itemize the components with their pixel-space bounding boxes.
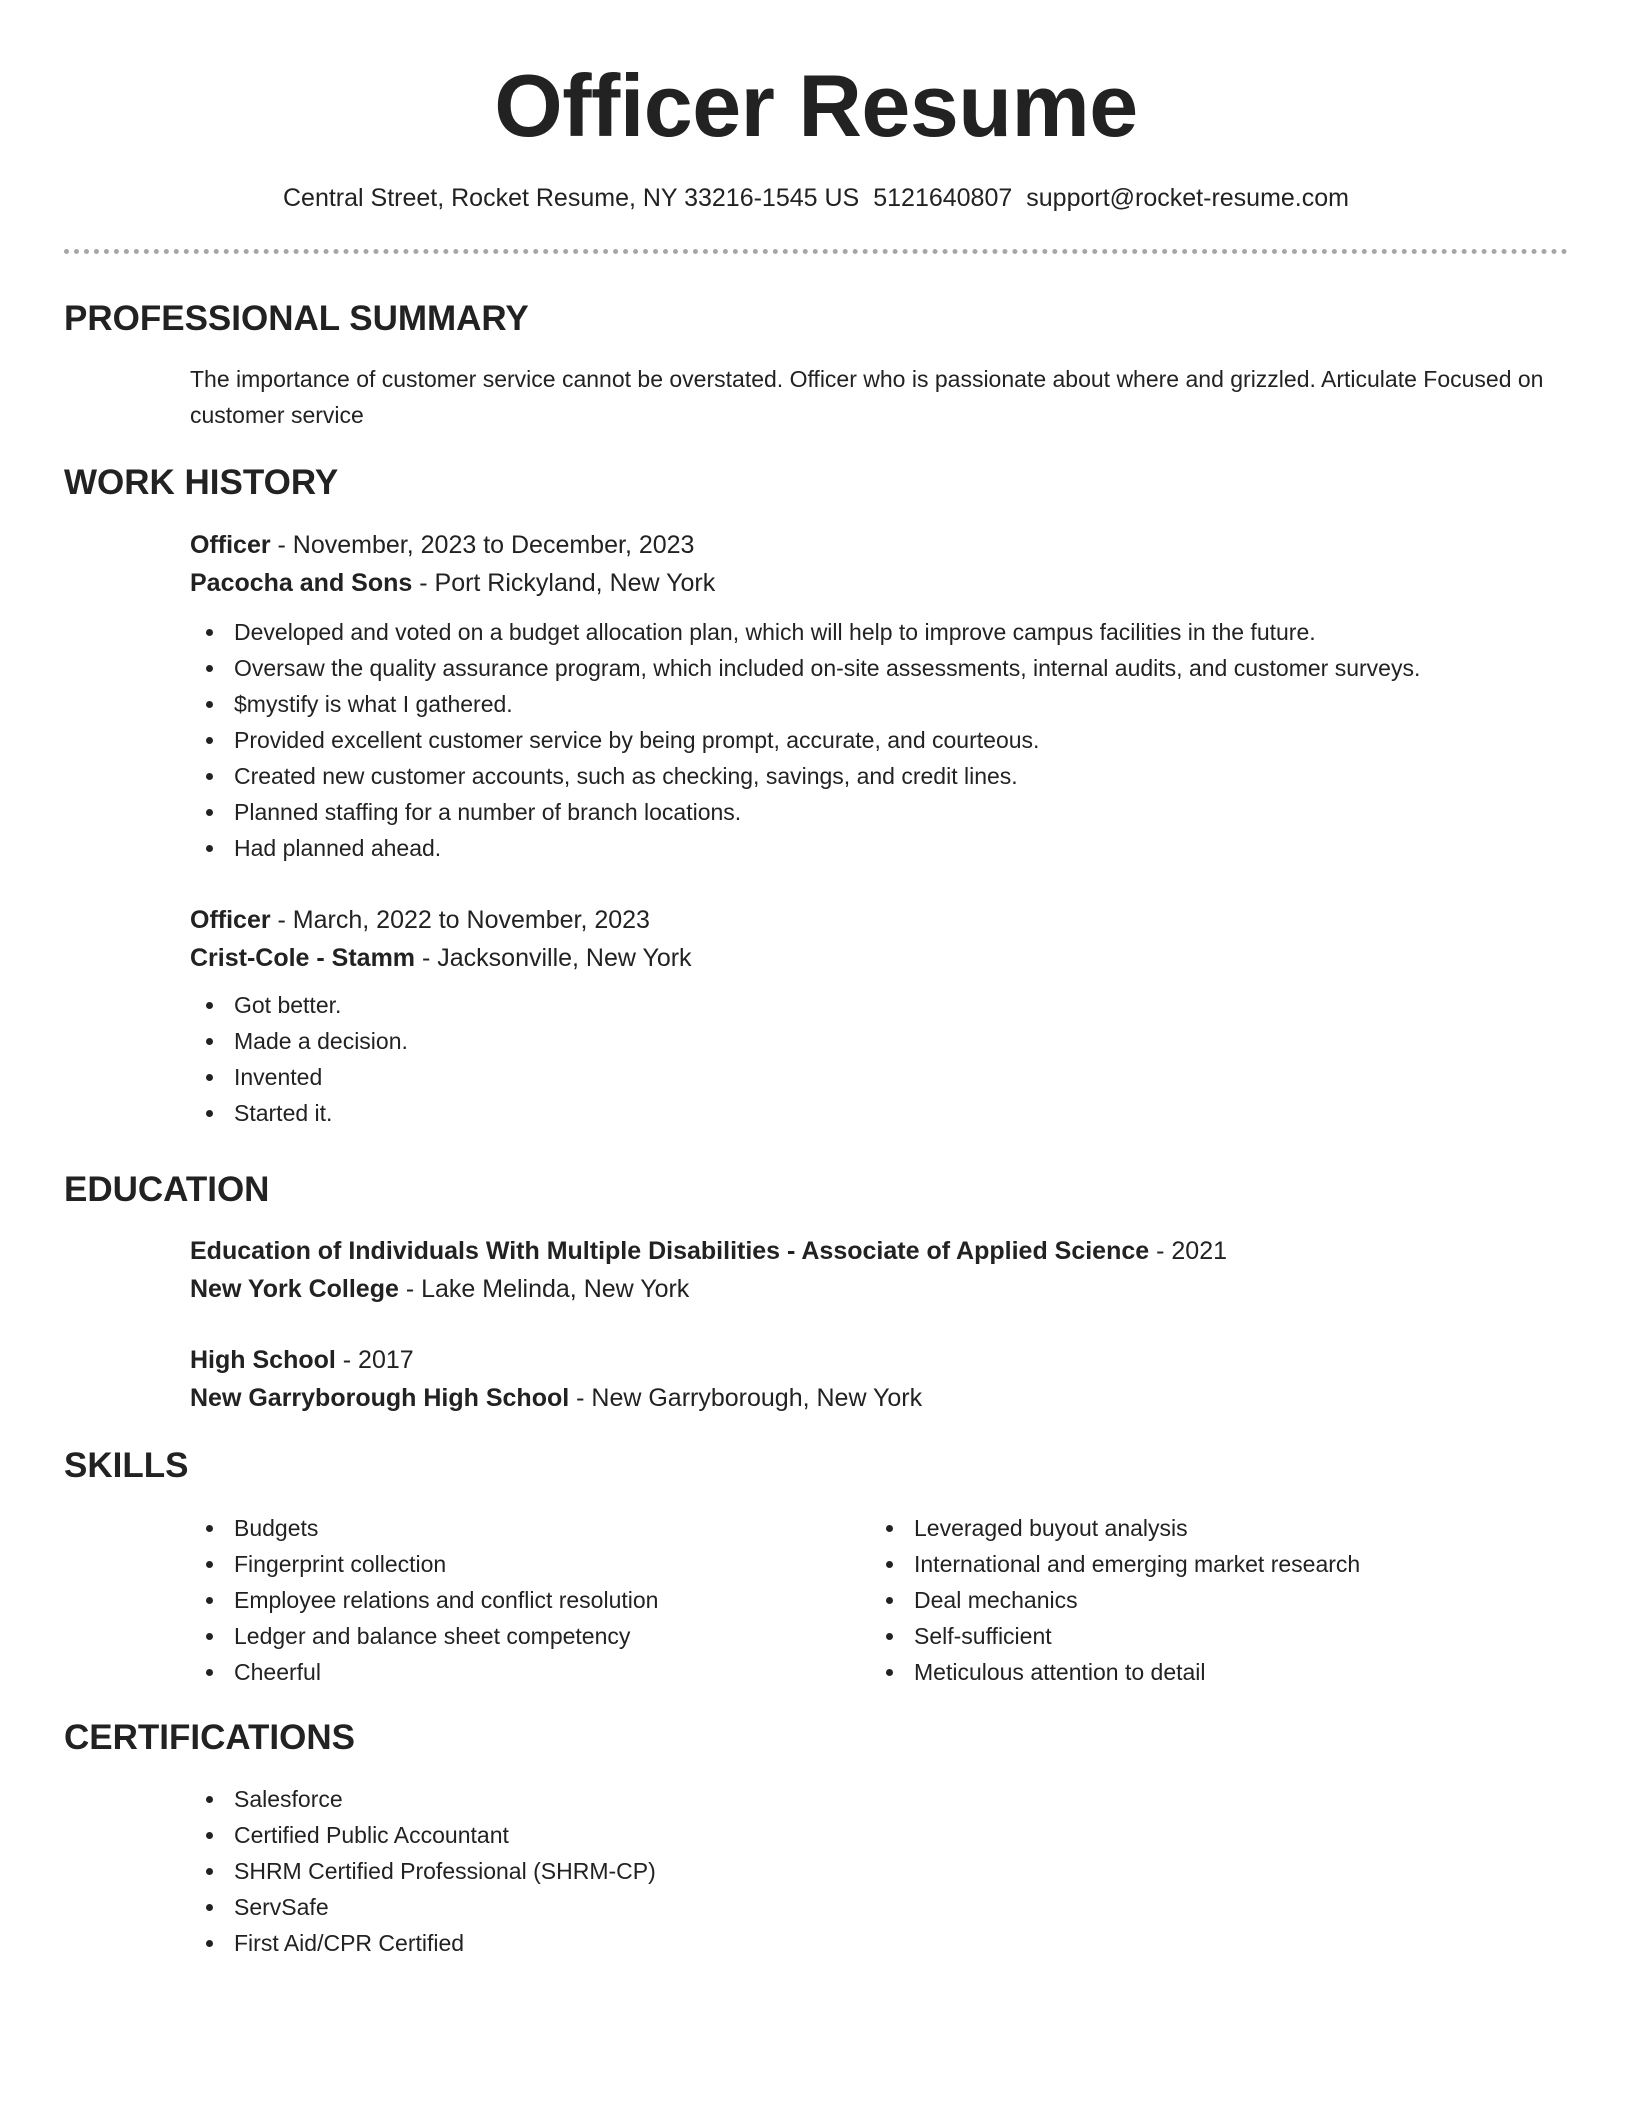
certification-item: Certified Public Accountant <box>190 1817 1568 1853</box>
job-company: Pacocha and Sons <box>190 569 413 597</box>
school-line <box>190 1270 1568 1308</box>
certification-item: First Aid/CPR Certified <box>190 1925 1568 1961</box>
degree-name: Education of Individuals With Multiple Disabilities - Associate of Applied Science <box>190 1237 1150 1265</box>
certification-item: SHRM Certified Professional (SHRM-CP) <box>190 1853 1568 1889</box>
skills-heading: SKILLS <box>64 1446 189 1485</box>
summary-text: The importance of customer service cannot be overstated. Officer who is passionate about where and grizzled. Articulate Focused on customer service <box>190 366 1544 428</box>
job-dates: - November, 2023 to December, 2023 <box>270 531 695 559</box>
address: Central Street, Rocket Resume, NY 33216-1545 US <box>283 184 860 212</box>
job-bullet: Made a decision. <box>190 1023 1568 1059</box>
skill-item: Cheerful <box>190 1654 870 1690</box>
skill-item: Self-sufficient <box>870 1618 1550 1654</box>
certification-bullets <box>190 1781 1568 1961</box>
skills-column-left <box>190 1510 870 1690</box>
job-role: Officer <box>190 531 271 559</box>
degree-name: High School <box>190 1346 336 1374</box>
job-bullet: Oversaw the quality assurance program, which included on-site assessments, internal audits, and customer surveys. <box>190 650 1568 686</box>
skill-item: International and emerging market research <box>870 1546 1550 1582</box>
job-company-line <box>190 564 1568 602</box>
skills-list <box>190 1510 1568 1690</box>
job-bullets <box>190 614 1568 866</box>
school-location: - Lake Melinda, New York <box>398 1275 690 1303</box>
job-role: Officer <box>190 906 271 934</box>
job-bullet: Created new customer accounts, such as checking, savings, and credit lines. <box>190 758 1568 794</box>
resume-name: Officer Resume <box>494 56 1138 155</box>
header-divider <box>64 249 1568 254</box>
job-bullet: Had planned ahead. <box>190 830 1568 866</box>
job-company-line <box>190 939 1568 977</box>
job-location: - Jacksonville, New York <box>415 944 692 972</box>
contact-line <box>64 180 1568 216</box>
skill-item: Budgets <box>190 1510 870 1546</box>
school-line <box>190 1379 1568 1417</box>
certifications-list <box>190 1781 1568 1961</box>
job-bullet: Started it. <box>190 1095 1568 1131</box>
job-entry <box>190 526 1568 866</box>
job-company: Crist-Cole - Stamm <box>190 944 416 972</box>
email: support@rocket-resume.com <box>1026 184 1349 212</box>
skill-item: Meticulous attention to detail <box>870 1654 1550 1690</box>
job-bullet: Developed and voted on a budget allocation plan, which will help to improve campus facilities in the future. <box>190 614 1568 650</box>
school-name: New York College <box>190 1275 399 1303</box>
job-entry <box>190 901 1568 1131</box>
skill-item: Fingerprint collection <box>190 1546 870 1582</box>
job-dates: - March, 2022 to November, 2023 <box>270 906 650 934</box>
job-bullet: Invented <box>190 1059 1568 1095</box>
skills-column-right <box>870 1510 1550 1690</box>
education-entry <box>190 1232 1568 1308</box>
job-bullet: Planned staffing for a number of branch locations. <box>190 794 1568 830</box>
degree-year: - 2017 <box>335 1346 414 1374</box>
degree-year: - 2021 <box>1149 1237 1228 1265</box>
skill-item: Ledger and balance sheet competency <box>190 1618 870 1654</box>
job-bullet: Provided excellent customer service by being prompt, accurate, and courteous. <box>190 722 1568 758</box>
certifications-heading: CERTIFICATIONS <box>64 1718 356 1757</box>
job-title-line <box>190 901 1568 939</box>
school-location: - New Garryborough, New York <box>569 1384 923 1412</box>
certification-item: Salesforce <box>190 1781 1568 1817</box>
job-bullet: Got better. <box>190 987 1568 1023</box>
phone: 5121640807 <box>873 184 1013 212</box>
education-entry <box>190 1341 1568 1417</box>
job-bullets <box>190 987 1568 1131</box>
degree-line <box>190 1232 1568 1270</box>
skill-item: Leveraged buyout analysis <box>870 1510 1550 1546</box>
work-history-heading: WORK HISTORY <box>64 463 339 502</box>
skill-item: Deal mechanics <box>870 1582 1550 1618</box>
job-location: - Port Rickyland, New York <box>412 569 716 597</box>
school-name: New Garryborough High School <box>190 1384 570 1412</box>
job-title-line <box>190 526 1568 564</box>
education-heading: EDUCATION <box>64 1170 270 1209</box>
degree-line <box>190 1341 1568 1379</box>
skill-item: Employee relations and conflict resolution <box>190 1582 870 1618</box>
summary-heading: PROFESSIONAL SUMMARY <box>64 299 529 338</box>
job-bullet: $mystify is what I gathered. <box>190 686 1568 722</box>
certification-item: ServSafe <box>190 1889 1568 1925</box>
